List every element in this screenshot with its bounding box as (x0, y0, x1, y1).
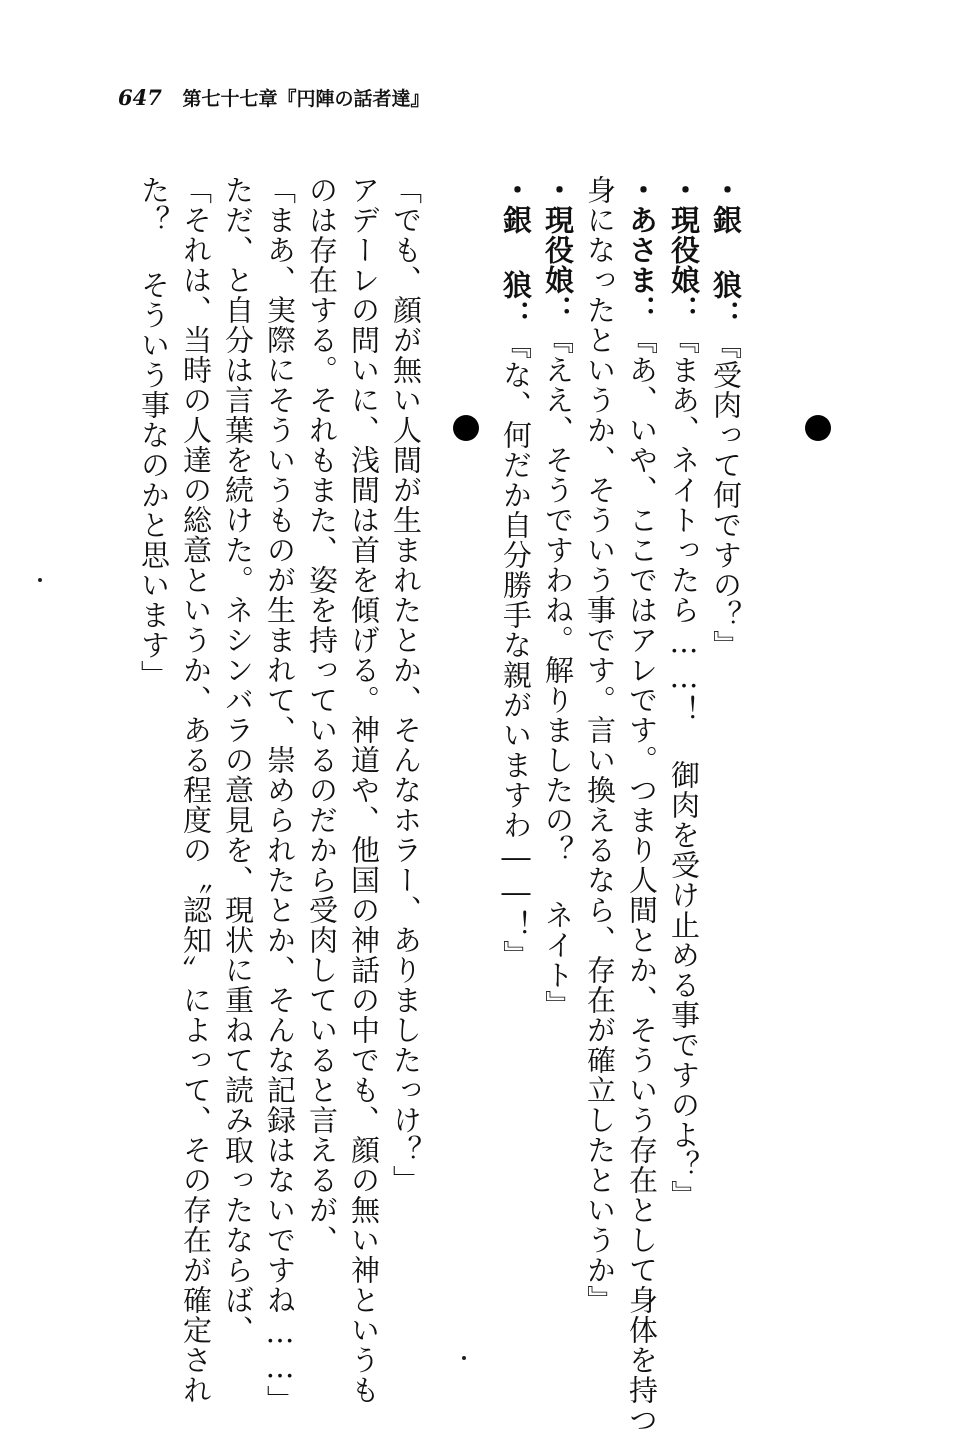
narration-line: のは存在する。それもまた、姿を持っているのだから受肉していると言えるが、 (305, 175, 339, 1255)
narration-line: 「でも、顔が無い人間が生まれたとか、そんなホラー、ありましたっけ？」 (389, 175, 423, 1195)
dialogue-line (703, 175, 743, 1285)
dialogue-text: 『受肉って何ですの？』 (709, 330, 743, 660)
dialogue-text: 『あ、いや、ここではアレです。つまり人間とか、そういう存在として身体を持つ (625, 325, 659, 1435)
section-bullet-icon (453, 415, 479, 441)
speaker-label: ・銀 狼： (709, 175, 743, 330)
page-number: 647 (118, 85, 162, 110)
chapter-title: 第七十七章『円陣の話者達』 (182, 88, 430, 110)
narration-line: 「それは、当時の人達の総意というか、ある程度の〝認知〟によって、その存在が確定され (179, 175, 213, 1405)
dialogue-line (535, 175, 575, 1285)
narration-line: ただ、と自分は言葉を続けた。ネシンバラの意見を、現状に重ねて読み取ったならば、 (221, 175, 255, 1345)
dialogue-text: 『まあ、ネイトったら……！ 御肉を受け止める事ですのよ？』 (667, 325, 701, 1210)
narration-line: た？ そういう事なのかと思います」 (137, 175, 171, 690)
speaker-label: ・あさま： (625, 175, 659, 325)
narration-line: アデーレの問いに、浅間は首を傾げる。神道や、他国の神話の中でも、顔の無い神というも (347, 175, 381, 1405)
dialogue-line (577, 175, 617, 1315)
section-bullet-icon (805, 415, 831, 441)
running-header (118, 84, 429, 111)
dialogue-line (619, 175, 659, 1435)
dialogue-text: 『な、何だか自分勝手な親がいますわ――！』 (499, 330, 533, 970)
scan-speck (462, 1356, 466, 1360)
dialogue-line (661, 175, 701, 1285)
dialogue-line (493, 175, 533, 1285)
speaker-label: ・現役娘： (541, 175, 575, 325)
dialogue-text: 『ええ、そうですわね。解りましたの？ ネイト』 (541, 325, 575, 1020)
dialogue-text: 身になったというか、そういう事です。言い換えるなら、存在が確立したというか』 (583, 175, 617, 1315)
narration-line: 「まあ、実際にそういうものが生まれて、崇められたとか、そんな記録はないですね……」 (263, 175, 297, 1415)
speaker-label: ・現役娘： (667, 175, 701, 325)
speaker-label: ・銀 狼： (499, 175, 533, 330)
scan-speck (38, 578, 42, 582)
